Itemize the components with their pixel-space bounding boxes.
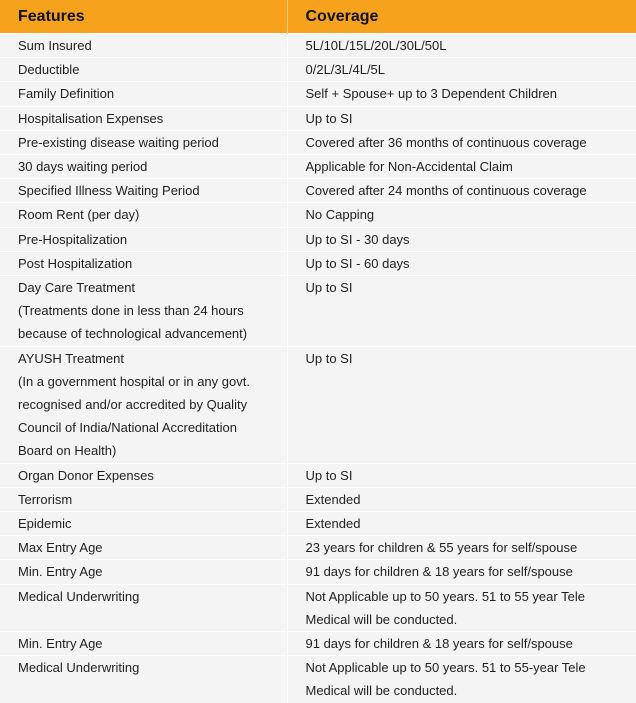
coverage-text: Up to SI: [305, 467, 353, 483]
feature-cell: [0, 487, 287, 511]
feature-cell: [0, 346, 287, 463]
coverage-cell: [287, 463, 636, 487]
feature-text: Min. Entry Age: [18, 564, 103, 580]
feature-text: Medical Underwriting: [18, 660, 140, 676]
feature-text: (In a government hospital or in any govt.: [18, 373, 250, 389]
table-row: [0, 512, 636, 536]
table-row: [0, 179, 636, 203]
feature-text: Min. Entry Age: [18, 636, 103, 652]
feature-text: recognised and/or accredited by Quality: [18, 397, 248, 413]
feature-text: Organ Donor Expenses: [18, 467, 154, 483]
feature-cell: [0, 130, 287, 154]
feature-cell: [0, 82, 287, 106]
feature-text: Sum Insured: [18, 38, 92, 53]
feature-cell: [0, 227, 287, 251]
coverage-cell: [287, 276, 636, 347]
coverage-text: Covered after 36 months of continuous coverage: [305, 134, 587, 150]
table-row: [0, 58, 636, 82]
coverage-text: Up to SI - 30 days: [305, 231, 410, 247]
coverage-cell: [287, 203, 636, 227]
coverage-cell: [287, 512, 636, 536]
feature-text: Medical Underwriting: [18, 588, 140, 604]
coverage-text: Not Applicable up to 50 years. 51 to 55 year Tele: [305, 588, 585, 604]
coverage-cell: [287, 227, 636, 251]
coverage-cell: [287, 58, 636, 82]
table-row: [0, 276, 636, 347]
feature-cell: [0, 58, 287, 82]
table-row: [0, 34, 636, 58]
table-row: [0, 536, 636, 560]
feature-text: Max Entry Age: [18, 540, 103, 556]
feature-cell: [0, 155, 287, 179]
feature-text: Pre-Hospitalization: [18, 231, 128, 247]
coverage-text: Medical will be conducted.: [305, 683, 458, 699]
table-row: [0, 251, 636, 275]
coverage-text: Up to SI: [305, 350, 353, 366]
table-row: [0, 130, 636, 154]
coverage-text: Applicable for Non-Accidental Claim: [305, 159, 513, 175]
feature-text: because of technological advancement): [18, 326, 248, 342]
feature-cell: [0, 34, 287, 58]
coverage-text: Not Applicable up to 50 years. 51 to 55-year Tele: [305, 660, 586, 676]
coverage-cell: [287, 130, 636, 154]
table-row: [0, 155, 636, 179]
feature-cell: [0, 463, 287, 487]
feature-cell: [0, 560, 287, 584]
feature-cell: [0, 179, 287, 203]
coverage-text: Extended: [305, 491, 361, 507]
feature-cell: [0, 251, 287, 275]
feature-text: Council of India/National Accreditation: [18, 420, 237, 436]
feature-cell: [0, 632, 287, 656]
table-row: [0, 656, 636, 703]
coverage-cell: [287, 536, 636, 560]
table-body: [0, 34, 636, 703]
coverage-cell: [287, 251, 636, 275]
coverage-text: Covered after 24 months of continuous coverage: [305, 183, 587, 199]
coverage-text: Self + Spouse+ up to 3 Dependent Children: [305, 86, 558, 102]
feature-text: Epidemic: [18, 516, 72, 532]
coverage-cell: [287, 82, 636, 106]
feature-text: Day Care Treatment: [18, 280, 136, 296]
feature-cell: [0, 584, 287, 631]
feature-cell: [0, 512, 287, 536]
coverage-text: 91 days for children & 18 years for self/spouse: [305, 564, 573, 580]
coverage-text: Up to SI: [305, 280, 353, 296]
feature-text: AYUSH Treatment: [18, 350, 124, 366]
coverage-cell: [287, 656, 636, 703]
table-row: [0, 463, 636, 487]
coverage-cell: [287, 632, 636, 656]
feature-text: (Treatments done in less than 24 hours: [18, 303, 244, 319]
coverage-text: Up to SI: [305, 110, 353, 126]
table-row: [0, 632, 636, 656]
feature-text: Post Hospitalization: [18, 255, 133, 271]
feature-text: Specified Illness Waiting Period: [18, 183, 200, 199]
feature-cell: [0, 203, 287, 227]
table-row: [0, 584, 636, 631]
feature-text: Pre-existing disease waiting period: [18, 134, 219, 150]
coverage-cell: [287, 584, 636, 631]
coverage-cell: [287, 346, 636, 463]
feature-text: Room Rent (per day): [18, 207, 140, 223]
coverage-cell: [287, 560, 636, 584]
feature-text: Family Definition: [18, 86, 115, 102]
coverage-cell: [287, 155, 636, 179]
coverage-text: 23 years for children & 55 years for self/spouse: [305, 540, 578, 556]
feature-text: Hospitalisation Expenses: [18, 110, 164, 126]
table-row: [0, 560, 636, 584]
feature-text: Terrorism: [18, 491, 73, 507]
table-row: [0, 203, 636, 227]
coverage-text: No Capping: [305, 207, 375, 223]
coverage-cell: [287, 487, 636, 511]
feature-text: 30 days waiting period: [18, 159, 148, 175]
table-header-row: [0, 0, 636, 34]
header-coverage: Coverage: [287, 0, 636, 34]
feature-text: Deductible: [18, 62, 80, 78]
coverage-text: 0/2L/3L/4L/5L: [305, 62, 386, 78]
feature-text: Board on Health): [18, 443, 117, 459]
header-features: Features: [0, 0, 287, 34]
feature-cell: [0, 106, 287, 130]
feature-cell: [0, 656, 287, 703]
coverage-cell: [287, 179, 636, 203]
feature-cell: [0, 536, 287, 560]
coverage-text: 91 days for children & 18 years for self/spouse: [305, 636, 573, 652]
coverage-cell: [287, 34, 636, 58]
coverage-text: Medical will be conducted.: [305, 611, 458, 627]
table-row: [0, 487, 636, 511]
table-row: [0, 106, 636, 130]
feature-cell: [0, 276, 287, 347]
coverage-text: Up to SI - 60 days: [305, 255, 410, 271]
table-row: [0, 346, 636, 463]
table-row: [0, 82, 636, 106]
coverage-text: Extended: [305, 516, 361, 532]
coverage-cell: [287, 106, 636, 130]
table-row: [0, 227, 636, 251]
coverage-text: 5L/10L/15L/20L/30L/50L: [305, 38, 447, 53]
